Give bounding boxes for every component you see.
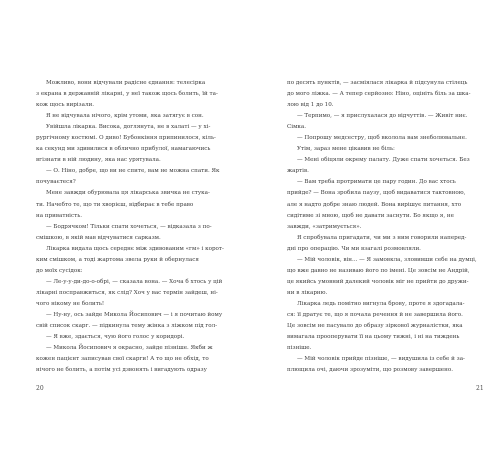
text-line: дні про операцію. Чи ми взагалі розмовляли. (287, 245, 421, 252)
text-line: ким смішком, а тоді жартома звела руки й обернулася (36, 256, 199, 263)
text-line: смішкою, в якій мав відчуватися сарказм. (36, 234, 161, 241)
text-line: по десять пунктів, — засміялася лікарка й підсунула стілець (287, 80, 468, 86)
text-line: Лікарка ледь помітно вигнула брову, проте я здогадала- (297, 300, 465, 307)
left-page (36, 78, 236, 376)
page-number-left: 20 (36, 385, 44, 392)
page-number-right: 21 (476, 385, 484, 392)
text-line: — Терпимо, — я прислухалася до відчуттів. — Живіт ниє. (297, 113, 468, 120)
text-line: — Я вже, здається, чую його голос у коридорі. (46, 334, 185, 341)
text-line: Я спробувала пригадати, чи ми з ним говорили наперед- (297, 234, 467, 241)
text-line: завжди, «затримується». (287, 223, 362, 230)
text-line: кожен пацієнт записував свої скарги! А то що не обхід, то (36, 356, 209, 363)
text-line: плющила очі, даючи зрозуміти, що розмову завершено. (287, 367, 453, 374)
text-line: Мене завжди обурювала ця лікарська звичка не стука- (46, 190, 210, 197)
text-line: — Мій чоловік прийде пізніше, — видушила із себе й за- (297, 356, 465, 363)
text-line: Лікарка видала щось середнє між здивованим «гм» і корот- (46, 245, 224, 252)
text-line: — Мені обіцяли окрему палату. Дуже спати хочеться. Без (297, 157, 470, 164)
text-line: ни в лікарню. (287, 289, 328, 296)
text-line: — Ле-у-у-ди-до-о-обрі, — сказала вона. — Хоча б хтось у цій (46, 278, 223, 285)
text-line: — Ну-ну, ось зайде Микола Йосипович — і я почитаю йому (46, 311, 223, 318)
text-line: почуваєтеся? (36, 179, 76, 186)
text-line: свій список скарг. — підкинула тему жінка з ліжком під гол- (36, 323, 218, 330)
text-line: сидітиме зі мною, щоб не давати заснути. Бо якщо я, не (287, 212, 454, 219)
text-line: — О. Ніно, добре, що ви не спите, вам не можна спати. Як (46, 168, 220, 175)
right-page (287, 78, 487, 376)
text-line: кож щось вирізали. (36, 102, 95, 109)
text-line: ка секунд ми здивилися в облично прибулої, намагаючись (36, 146, 211, 153)
text-line: Увійшла лікарка. Висока, доглянута, не в халаті — у хі- (46, 124, 211, 131)
text-line: вимагала прооперувати її на цьому тижні, і ні на тиждень (287, 334, 460, 341)
text-line: прийде? — Вона зробила паузу, щоб видаватися тактовною, (287, 190, 466, 197)
text-line: на приватність. (36, 212, 83, 219)
text-line: до мого ліжка. — А тепер серйозно: Ніно, оцініть біль за шка- (287, 91, 471, 98)
text-line: Це зовсім не пасувало до образу зіркової журналістки, яка (287, 323, 463, 330)
text-line: але я надто добре знаю людей. Вона вирішує питання, хто (287, 201, 462, 208)
text-line: лікарні посправжиться, як слід? Хоч у вас термін зайдеш, ні- (36, 289, 218, 296)
text-line: що вже давно не називаю його по імені. Це зовсім не Андрій, (287, 267, 470, 274)
text-line: Можливо, вони відчували радісне єднання: телесірка (46, 80, 206, 86)
text-line: з екрана в державній лікарні, у неї також щось болить, їй та- (36, 91, 218, 98)
text-line: це якийсь умовний далекий чоловік міг не прийти до дружи- (287, 278, 469, 285)
text-line: вгізнати в ній людину, яка нас урятувала. (36, 157, 161, 164)
text-line: Утім, зараз мене цікавив не біль: (297, 146, 395, 153)
text-line: рургічному костюмі. О диво! Бубонкіння припинилося, кіль- (36, 135, 216, 142)
text-line: жартів. (287, 168, 309, 175)
text-line: — Вам треба протримати це пару годин. До вас хтось (297, 179, 456, 186)
text-line: до моїх сусідок: (36, 267, 83, 274)
text-line: — Бодрячком! Тільки спати хочеться, — відказала з по- (46, 223, 212, 230)
text-line: Я не відчувала нічого, крім утоми, яка затягує в сон. (46, 113, 204, 120)
text-line: нічого не болить, а потім усі дзвонять і вигадують одразу (36, 367, 207, 374)
text-line: — Попрошу медсестру, щоб вколола вам знеболювальне. (297, 135, 467, 142)
text-line: — Мій чоловік, він... — Я замовкла, зловивши себе на думці, (297, 256, 477, 263)
text-line: пізніше. (287, 345, 312, 352)
text-line: лою від 1 до 10. (287, 102, 334, 109)
text-line: чого нікому не болить! (36, 300, 105, 307)
text-line: ся: її дратує те, що я почала речення й не завершила його. (287, 311, 463, 318)
text-line: ти. Начебто те, що ти хворієш, відбирає в тебе право (36, 201, 194, 208)
text-line: Сімка. (287, 124, 307, 131)
text-line: — Микола Йосипович я окрасно, зайде пізніше. Якби ж (46, 345, 213, 352)
